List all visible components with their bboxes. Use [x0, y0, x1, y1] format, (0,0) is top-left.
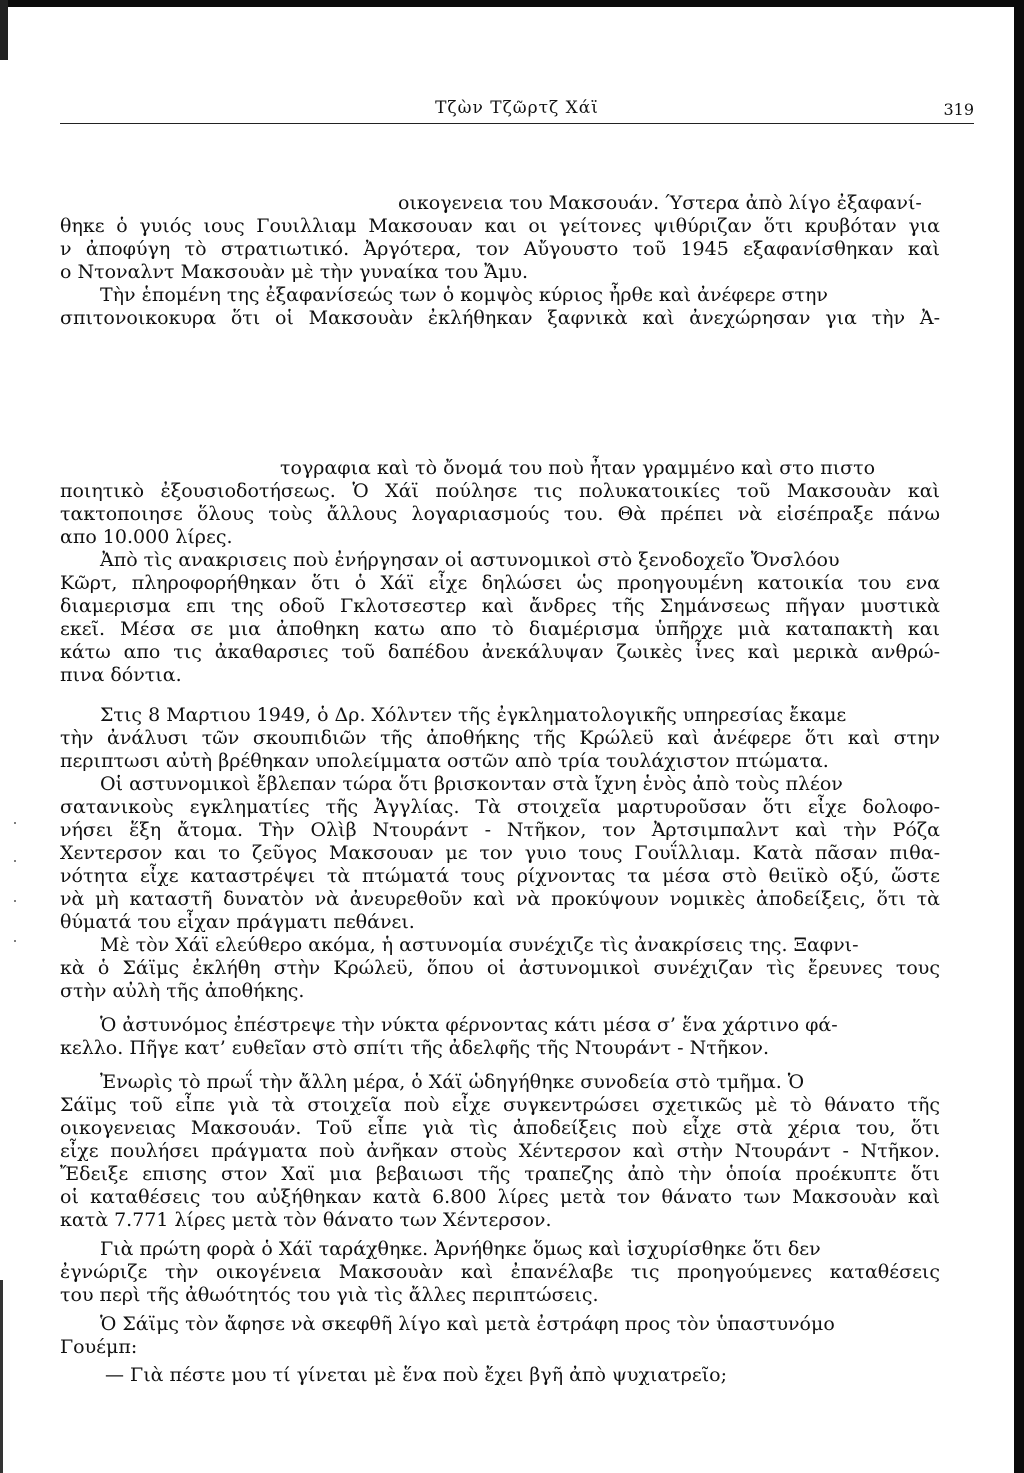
- text-line: νήσει ἕξη ἄτομα. Τὴν Ολὶβ Ντουράντ - Ντῆκον, τον Ἀρτσιμπαλντ καὶ τὴν Ρόζα: [60, 819, 940, 841]
- scan-speckle: [14, 860, 16, 862]
- text-line: Γιὰ πρώτη φορὰ ὁ Χάϊ ταράχθηκε. Ἀρνήθηκε ὅμως καὶ ἰσχυρίσθηκε ὅτι δεν: [100, 1238, 821, 1260]
- text-line: Στις 8 Μαρτιου 1949, ὁ Δρ. Χόλντεν τῆς ἐγκληματολογικῆς υπηρεσίας ἔκαμε: [100, 704, 847, 726]
- text-line: κελλο. Πῆγε κατ’ ευθεῖαν στὸ σπίτι τῆς ἀδελφῆς τῆς Ντουράντ - Ντῆκον.: [60, 1037, 770, 1059]
- text-line: Οἱ αστυνομικοὶ ἔβλεπαν τώρα ὅτι βρισκονταν στὰ ἴχνη ἑνὸς ἀπὸ τοὺς πλέον: [100, 773, 843, 795]
- text-line: ἐγνώριζε τὴν οικογένεια Μακσουὰν καὶ ἐπανέλαβε τις προηγούμενες καταθέσεις: [60, 1261, 940, 1283]
- text-line: ο Ντοναλντ Μακσουὰν μὲ τὴν γυναίκα του Ἄμυ.: [60, 261, 529, 283]
- text-line: στὴν αὐλὴ τῆς ἀποθήκης.: [60, 980, 305, 1002]
- text-line: — Γιὰ πέστε μου τί γίνεται μὲ ἕνα ποὺ ἔχει βγῆ ἀπὸ ψυχιατρεῖο;: [105, 1364, 728, 1386]
- text-line: θηκε ὁ γυιός ιους Γουιλλιαμ Μακσουαν και οι γείτονες ψιθύριζαν ὅτι κρυβόταν για: [60, 215, 940, 237]
- text-line: νὰ μὴ καταστῆ δυνατὸν νὰ ἀνευρεθοῦν καὶ νὰ προκύψουν νομικὲς ἀποδείξεις, ὅτι τὰ: [60, 888, 940, 910]
- text-line: ποιητικὸ ἐξουσιοδοτήσεως. Ὁ Χάϊ πούλησε τις πολυκατοικίες τοῦ Μακσουὰν καὶ: [60, 480, 940, 502]
- scan-border-left-lower: [0, 1280, 3, 1473]
- scan-border-left: [0, 0, 8, 60]
- scan-speckle: [14, 940, 16, 942]
- scan-border-right: [1014, 0, 1024, 1473]
- scan-speckle: [14, 822, 16, 824]
- text-line: κὰ ὁ Σάϊμς ἐκλήθη στὴν Κρώλεϋ, ὅπου οἱ ἀστυνομικοὶ συνέχιζαν τὶς ἔρευνες τους: [60, 957, 940, 979]
- text-line: του περὶ τῆς ἀθωότητός του γιὰ τὶς ἄλλες περιπτώσεις.: [60, 1284, 599, 1306]
- text-line: ν ἀποφύγη τὸ στρατιωτικό. Ἀργότερα, τον Αὔγουστο τοῦ 1945 εξαφανίσθηκαν καὶ: [60, 238, 940, 260]
- text-line: Ὁ ἀστυνόμος ἐπέστρεψε τὴν νύκτα φέρνοντας κάτι μέσα σ’ ἕνα χάρτινο φά-: [100, 1014, 838, 1036]
- text-line: θύματά του εἶχαν πράγματι πεθάνει.: [60, 911, 415, 933]
- text-line: σατανικοὺς εγκληματίες τῆς Ἀγγλίας. Τὰ στοιχεῖα μαρτυροῦσαν ὅτι εἶχε δολοφο-: [60, 796, 940, 818]
- page-number: 319: [943, 100, 974, 119]
- text-line: Γουέμπ:: [60, 1336, 138, 1358]
- scan-speckle: [14, 900, 16, 902]
- scan-border-top: [0, 0, 1024, 7]
- text-line: τὴν ἀνάλυσι τῶν σκουπιδιῶν τῆς ἀποθήκης τῆς Κρώλεϋ καὶ ἀνέφερε ὅτι καὶ στην: [60, 727, 940, 749]
- text-line: τογραφια καὶ τὸ ὄνομά του ποὺ ἦταν γραμμένο καὶ στο πιστο: [280, 457, 876, 479]
- text-line: διαμερισμα επι της οδοῦ Γκλοτσεστερ καὶ ἄνδρες τῆς Σημάνσεως πῆγαν μυστικὰ: [60, 595, 940, 617]
- text-line: Σάϊμς τοῦ εἶπε γιὰ τὰ στοιχεῖα ποὺ εἶχε συγκεντρώσει σχετικῶς μὲ τὸ θάνατο τῆς: [60, 1094, 940, 1116]
- running-header: [60, 96, 974, 126]
- text-line: εἶχε πουλήσει πράγματα ποὺ ἀνῆκαν στοὺς Χέντερσον καὶ στὴν Ντουράντ - Ντῆκον.: [60, 1140, 940, 1162]
- text-line: εκεῖ. Μέσα σε μια ἀποθηκη κατω απο τὸ διαμέρισμα ὑπῆρχε μιὰ καταπακτὴ και: [60, 618, 940, 640]
- text-line: κάτω απο τις ἀκαθαρσιες τοῦ δαπέδου ἀνεκάλυψαν ζωικὲς ἶνες καὶ μερικὰ ανθρώ-: [60, 641, 940, 663]
- text-line: Μὲ τὸν Χάϊ ελεύθερο ακόμα, ἡ αστυνομία συνέχιζε τὶς ἀνακρίσεις της. Ξαφνι-: [100, 934, 859, 956]
- text-line: κατὰ 7.771 λίρες μετὰ τὸν θάνατο των Χέντερσον.: [60, 1209, 552, 1231]
- text-line: πινα δόντια.: [60, 664, 182, 686]
- text-line: περιπτωσι αὐτὴ βρέθηκαν υπολείμματα οστῶν απὸ τρία τουλάχιστον πτώματα.: [60, 750, 829, 772]
- text-line: οἱ καταθέσεις του αὐξήθηκαν κατὰ 6.800 λίρες μετὰ τον θάνατο των Μακσουὰν καὶ: [60, 1186, 940, 1208]
- text-line: οικογενειας Μακσουάν. Τοῦ εἶπε γιὰ τὶς ἀποδείξεις ποὺ εἶχε στὰ χέρια του, ὅτι: [60, 1117, 940, 1139]
- text-line: Χεντερσον και το ζεῦγος Μακσουαν με τον γυιο τους Γουΐλλιαμ. Κατὰ πᾶσαν πιθα-: [60, 842, 940, 864]
- text-line: σπιτονοικοκυρα ὅτι οἱ Μακσουὰν ἐκλήθηκαν ξαφνικὰ καὶ ἀνεχώρησαν για τὴν Ἀ-: [60, 307, 940, 329]
- text-line: απο 10.000 λίρες.: [60, 526, 233, 548]
- text-line: νότητα εἶχε καταστρέψει τὰ πτώματά τους ρίχνοντας τα μέσα στὸ θειϊκὸ οξύ, ὥστε: [60, 865, 940, 887]
- text-line: Ἐνωρὶς τὸ πρωΐ τὴν ἄλλη μέρα, ὁ Χάϊ ὡδηγήθηκε συνοδεία στὸ τμῆμα. Ὁ: [100, 1071, 805, 1093]
- text-line: τακτοποιησε ὅλους τοὺς ἄλλους λογαριασμούς του. Θὰ πρέπει νὰ εἰσέπραξε πάνω: [60, 503, 940, 525]
- header-rule: [60, 123, 974, 124]
- text-line: Ἔδειξε επισης στον Χαϊ μια βεβαιωσι τῆς τραπεζης ἀπὸ τὴν ὁποία προέκυπτε ὅτι: [60, 1163, 940, 1185]
- text-line: Ἀπὸ τὶς ανακρισεις ποὺ ἐνήργησαν οἱ αστυνομικοὶ στὸ ξενοδοχεῖο Ὄνσλόου: [100, 549, 840, 571]
- text-line: Κῶρτ, πληροφορήθηκαν ὅτι ὁ Χάϊ εἶχε δηλώσει ὡς προηγουμένη κατοικία του ενα: [60, 572, 940, 594]
- running-title: Τζὼν Τζῶρτζ Χάϊ: [435, 98, 599, 118]
- text-line: Ὁ Σάϊμς τὸν ἄφησε νὰ σκεφθῆ λίγο καὶ μετὰ ἐστράφη προς τὸν ὑπαστυνόμο: [100, 1313, 835, 1335]
- text-line: οικογενεια του Μακσουάν. Ύστερα ἀπὸ λίγο ἐξαφανί-: [398, 192, 922, 214]
- text-line: Τὴν ἑπομένη της ἐξαφανίσεώς των ὁ κομψὸς κύριος ἦρθε καὶ ἀνέφερε στην: [100, 284, 828, 306]
